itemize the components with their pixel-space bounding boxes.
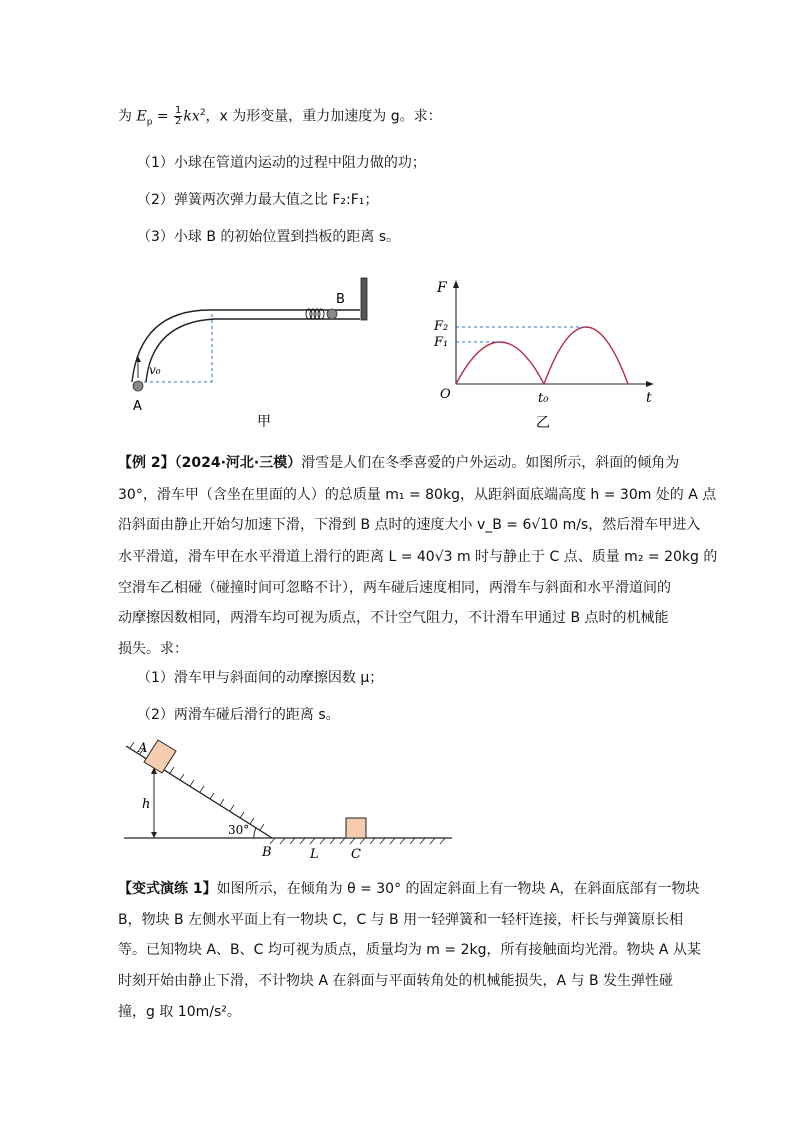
label-b: B	[262, 845, 272, 860]
label-t: t	[646, 390, 652, 406]
example2-question1: （1）滑车甲与斜面间的动摩擦因数 μ；	[137, 670, 384, 686]
ball-a	[133, 381, 143, 391]
label-c: C	[351, 847, 361, 862]
block-a	[144, 740, 176, 773]
variant1-line3: 等。已知物块 A、B、C 均可视为质点，质量均为 m = 2kg，所有接触面均光滑。物块 A 从某	[118, 942, 701, 958]
equals-sign: =	[152, 108, 174, 125]
label-a: A	[138, 741, 148, 756]
label-l: L	[310, 847, 319, 862]
example2-line1	[118, 454, 679, 472]
slope-figure	[120, 738, 460, 868]
ground-hatching	[270, 838, 445, 844]
example2-line3: 沿斜面由静止开始匀加速下滑，下滑到 B 点时的速度大小 v_B = 6√10 m/s，然后滑车甲进入	[118, 517, 701, 533]
example2-line4: 水平滑道，滑车甲在水平滑道上滑行的距离 L = 40√3 m 时与静止于 C 点、质量 m₂ = 20kg 的	[118, 549, 718, 565]
label-f2: F₂	[434, 319, 449, 334]
example2-line6: 动摩擦因数相同，两滑车均可视为质点，不计空气阻力，不计滑车甲通过 B 点时的机械能	[118, 610, 669, 626]
variant1-tag: 【变式演练 1】	[118, 881, 217, 897]
example2-line2: 30°，滑车甲（含坐在里面的人）的总质量 m₁ = 80kg，从距斜面底端高度 h = 30m 处的 A 点	[118, 487, 717, 503]
energy-formula-line	[118, 104, 442, 131]
figure-jia	[120, 270, 380, 435]
height-arrow-bottom	[151, 832, 157, 838]
caption-yi: 乙	[536, 415, 550, 431]
pipe-inner	[146, 319, 360, 382]
label-b: B	[336, 292, 345, 307]
problem1-question1: （1）小球在管道内运动的过程中阻力做的功；	[137, 155, 426, 171]
example2-tag: 【例 2】	[118, 455, 175, 471]
block-c	[346, 818, 366, 838]
fraction-numerator: 1	[175, 105, 182, 117]
intro-prefix: 为	[118, 108, 137, 125]
variant1-text1: 如图所示，在倾角为 θ = 30° 的固定斜面上有一物块 A，在斜面底部有一物块	[216, 881, 700, 897]
variant1-line4: 时刻开始由静止下滑，不计物块 A 在斜面与平面转角处的机械能损失，A 与 B 发生弹性碰	[118, 973, 674, 989]
example2-line7: 损失。求：	[118, 641, 188, 657]
ball-b	[327, 309, 337, 319]
label-t0: t₀	[538, 391, 549, 406]
f-axis-arrow	[453, 280, 459, 288]
intro-suffix: ，x 为形变量，重力加速度为 g。求：	[205, 108, 442, 125]
figure-yi	[428, 272, 668, 437]
ep-subscript: p	[146, 117, 153, 128]
label-angle: 30°	[228, 823, 250, 837]
variant1-line1	[118, 880, 700, 898]
label-v0: v₀	[149, 363, 161, 377]
ep-symbol: E	[136, 108, 147, 125]
pipe-outer	[132, 310, 360, 382]
variant1-line2: B，物块 B 左侧水平面上有一物块 C，C 与 B 用一轻弹簧和一轻杆连接，杆长与弹簧原长相	[118, 912, 684, 928]
label-f: F	[437, 280, 447, 296]
baffle	[361, 278, 367, 320]
example2-text1: 滑雪是人们在冬季喜爱的户外运动。如图所示，斜面的倾角为	[301, 455, 680, 471]
label-f1: F₁	[434, 335, 449, 350]
kx-term: kx	[183, 108, 200, 125]
force-curve-1	[456, 342, 544, 384]
example2-source: （2024·河北·三模）	[174, 455, 302, 471]
variant1-line5: 撞，g 取 10m/s²。	[118, 1004, 241, 1020]
angle-arc	[254, 828, 256, 838]
label-a: A	[133, 399, 142, 414]
label-h: h	[142, 797, 151, 812]
force-curve-2	[544, 327, 628, 384]
velocity-arrowhead	[135, 356, 141, 362]
half-fraction	[174, 106, 182, 127]
t-axis-arrow	[646, 381, 654, 387]
fraction-denominator: 2	[175, 116, 182, 128]
problem1-question2: （2）弹簧两次弹力最大值之比 F₂:F₁；	[137, 192, 379, 208]
caption-jia: 甲	[257, 414, 271, 430]
problem1-question3: （3）小球 B 的初始位置到挡板的距离 s。	[137, 229, 401, 245]
label-o: O	[440, 387, 451, 402]
kx-exponent: 2	[199, 108, 206, 118]
example2-question2: （2）两滑车碰后滑行的距离 s。	[137, 707, 340, 723]
example2-line5: 空滑车乙相碰（碰撞时间可忽略不计），两车碰后速度相同，两滑车与斜面和水平滑道间的	[118, 580, 671, 596]
